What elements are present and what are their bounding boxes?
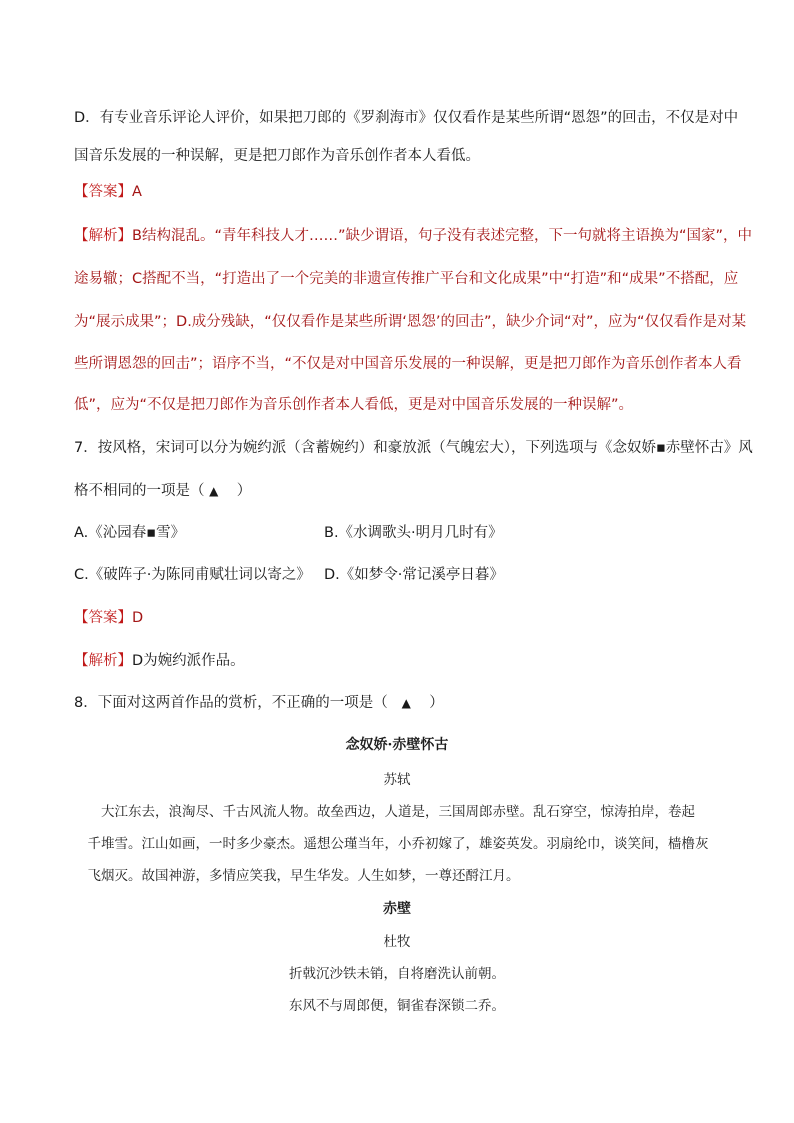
analysis-text: B结构混乱。“青年科技人才……”缺少谓语，句子没有表述完整，下一句就将主语换为“国家”，中 bbox=[132, 228, 752, 244]
poem2-author: 杜牧 bbox=[383, 934, 411, 950]
q6-analysis-line5: 低”，应为“不仅是把刀郎作为音乐创作者本人看低，更是对中国音乐发展的一种误解”。 bbox=[74, 397, 634, 413]
q8-stem bbox=[74, 691, 444, 712]
q7-stem-close: ） bbox=[236, 483, 252, 499]
q6-answer bbox=[74, 180, 142, 201]
poem1-line2: 千堆雪。江山如画，一时多少豪杰。遥想公瑾当年，小乔初嫁了，雄姿英发。羽扇纶巾，谈笑间，樯橹灰 bbox=[74, 836, 709, 852]
poem1-author: 苏轼 bbox=[383, 772, 411, 788]
q7-stem-line1: 7．按风格，宋词可以分为婉约派（含蓄婉约）和豪放派（气魄宏大），下列选项与《念奴娇▪赤壁怀古》风 bbox=[74, 440, 753, 456]
answer-value: D bbox=[132, 610, 144, 626]
blank-triangle-icon: ▲ bbox=[209, 484, 219, 498]
answer-tag: 【答案】 bbox=[74, 610, 132, 626]
q8-stem-text: 8．下面对这两首作品的赏析，不正确的一项是（ bbox=[74, 695, 388, 711]
q7-stem-line2 bbox=[74, 479, 251, 500]
blank-triangle-icon: ▲ bbox=[401, 696, 411, 710]
answer-tag: 【答案】 bbox=[74, 184, 132, 200]
q7-option-d: D.《如梦令·常记溪亭日暮》 bbox=[324, 567, 504, 583]
q7-stem-text: 格不相同的一项是（ bbox=[74, 483, 205, 499]
q8-stem-close: ） bbox=[429, 695, 444, 711]
analysis-tag: 【解析】 bbox=[74, 653, 132, 669]
q6-option-d-line1: D．有专业音乐评论人评价，如果把刀郎的《罗刹海市》仅仅看作是某些所谓“恩怨”的回击，不仅是对中 bbox=[74, 110, 739, 126]
q7-option-a: A.《沁园春▪雪》 bbox=[74, 525, 186, 541]
q7-analysis bbox=[74, 649, 245, 670]
q7-answer bbox=[74, 606, 143, 627]
q7-option-b: B.《水调歌头·明月几时有》 bbox=[324, 525, 503, 541]
analysis-tag: 【解析】 bbox=[74, 228, 132, 244]
poem2-title: 赤壁 bbox=[383, 901, 411, 917]
analysis-text: D为婉约派作品。 bbox=[132, 653, 245, 669]
poem1-line1: 大江东去，浪淘尽、千古风流人物。故垒西边，人道是，三国周郎赤壁。乱石穿空，惊涛拍岸，卷起 bbox=[74, 804, 695, 820]
q6-analysis-line4: 些所谓恩怨的回击”；语序不当，“不仅是对中国音乐发展的一种误解，更是把刀郎作为音乐创作者本人看 bbox=[74, 356, 742, 372]
poem2-line1: 折戟沉沙铁未销，自将磨洗认前朝。 bbox=[289, 966, 505, 982]
q6-analysis-line1 bbox=[74, 224, 752, 245]
q6-analysis-line2: 途易辙；C搭配不当，“打造出了一个完美的非遗宣传推广平台和文化成果”中“打造”和“成果”不搭配，应 bbox=[74, 271, 739, 287]
q6-option-d-line2: 国音乐发展的一种误解，更是把刀郎作为音乐创作者本人看低。 bbox=[74, 148, 480, 164]
poem1-title: 念奴娇·赤壁怀古 bbox=[345, 737, 449, 753]
answer-value: A bbox=[132, 184, 142, 200]
poem2-line2: 东风不与周郎便，铜雀春深锁二乔。 bbox=[289, 998, 505, 1014]
q6-analysis-line3: 为“展示成果”；D.成分残缺，“仅仅看作是某些所谓‘恩怨’的回击”，缺少介词“对”，应为“仅仅看作是对某 bbox=[74, 314, 747, 330]
poem1-line3: 飞烟灭。故国神游，多情应笑我，早生华发。人生如梦，一尊还酹江月。 bbox=[74, 868, 520, 884]
q7-option-c: C.《破阵子·为陈同甫赋壮词以寄之》 bbox=[74, 567, 311, 583]
